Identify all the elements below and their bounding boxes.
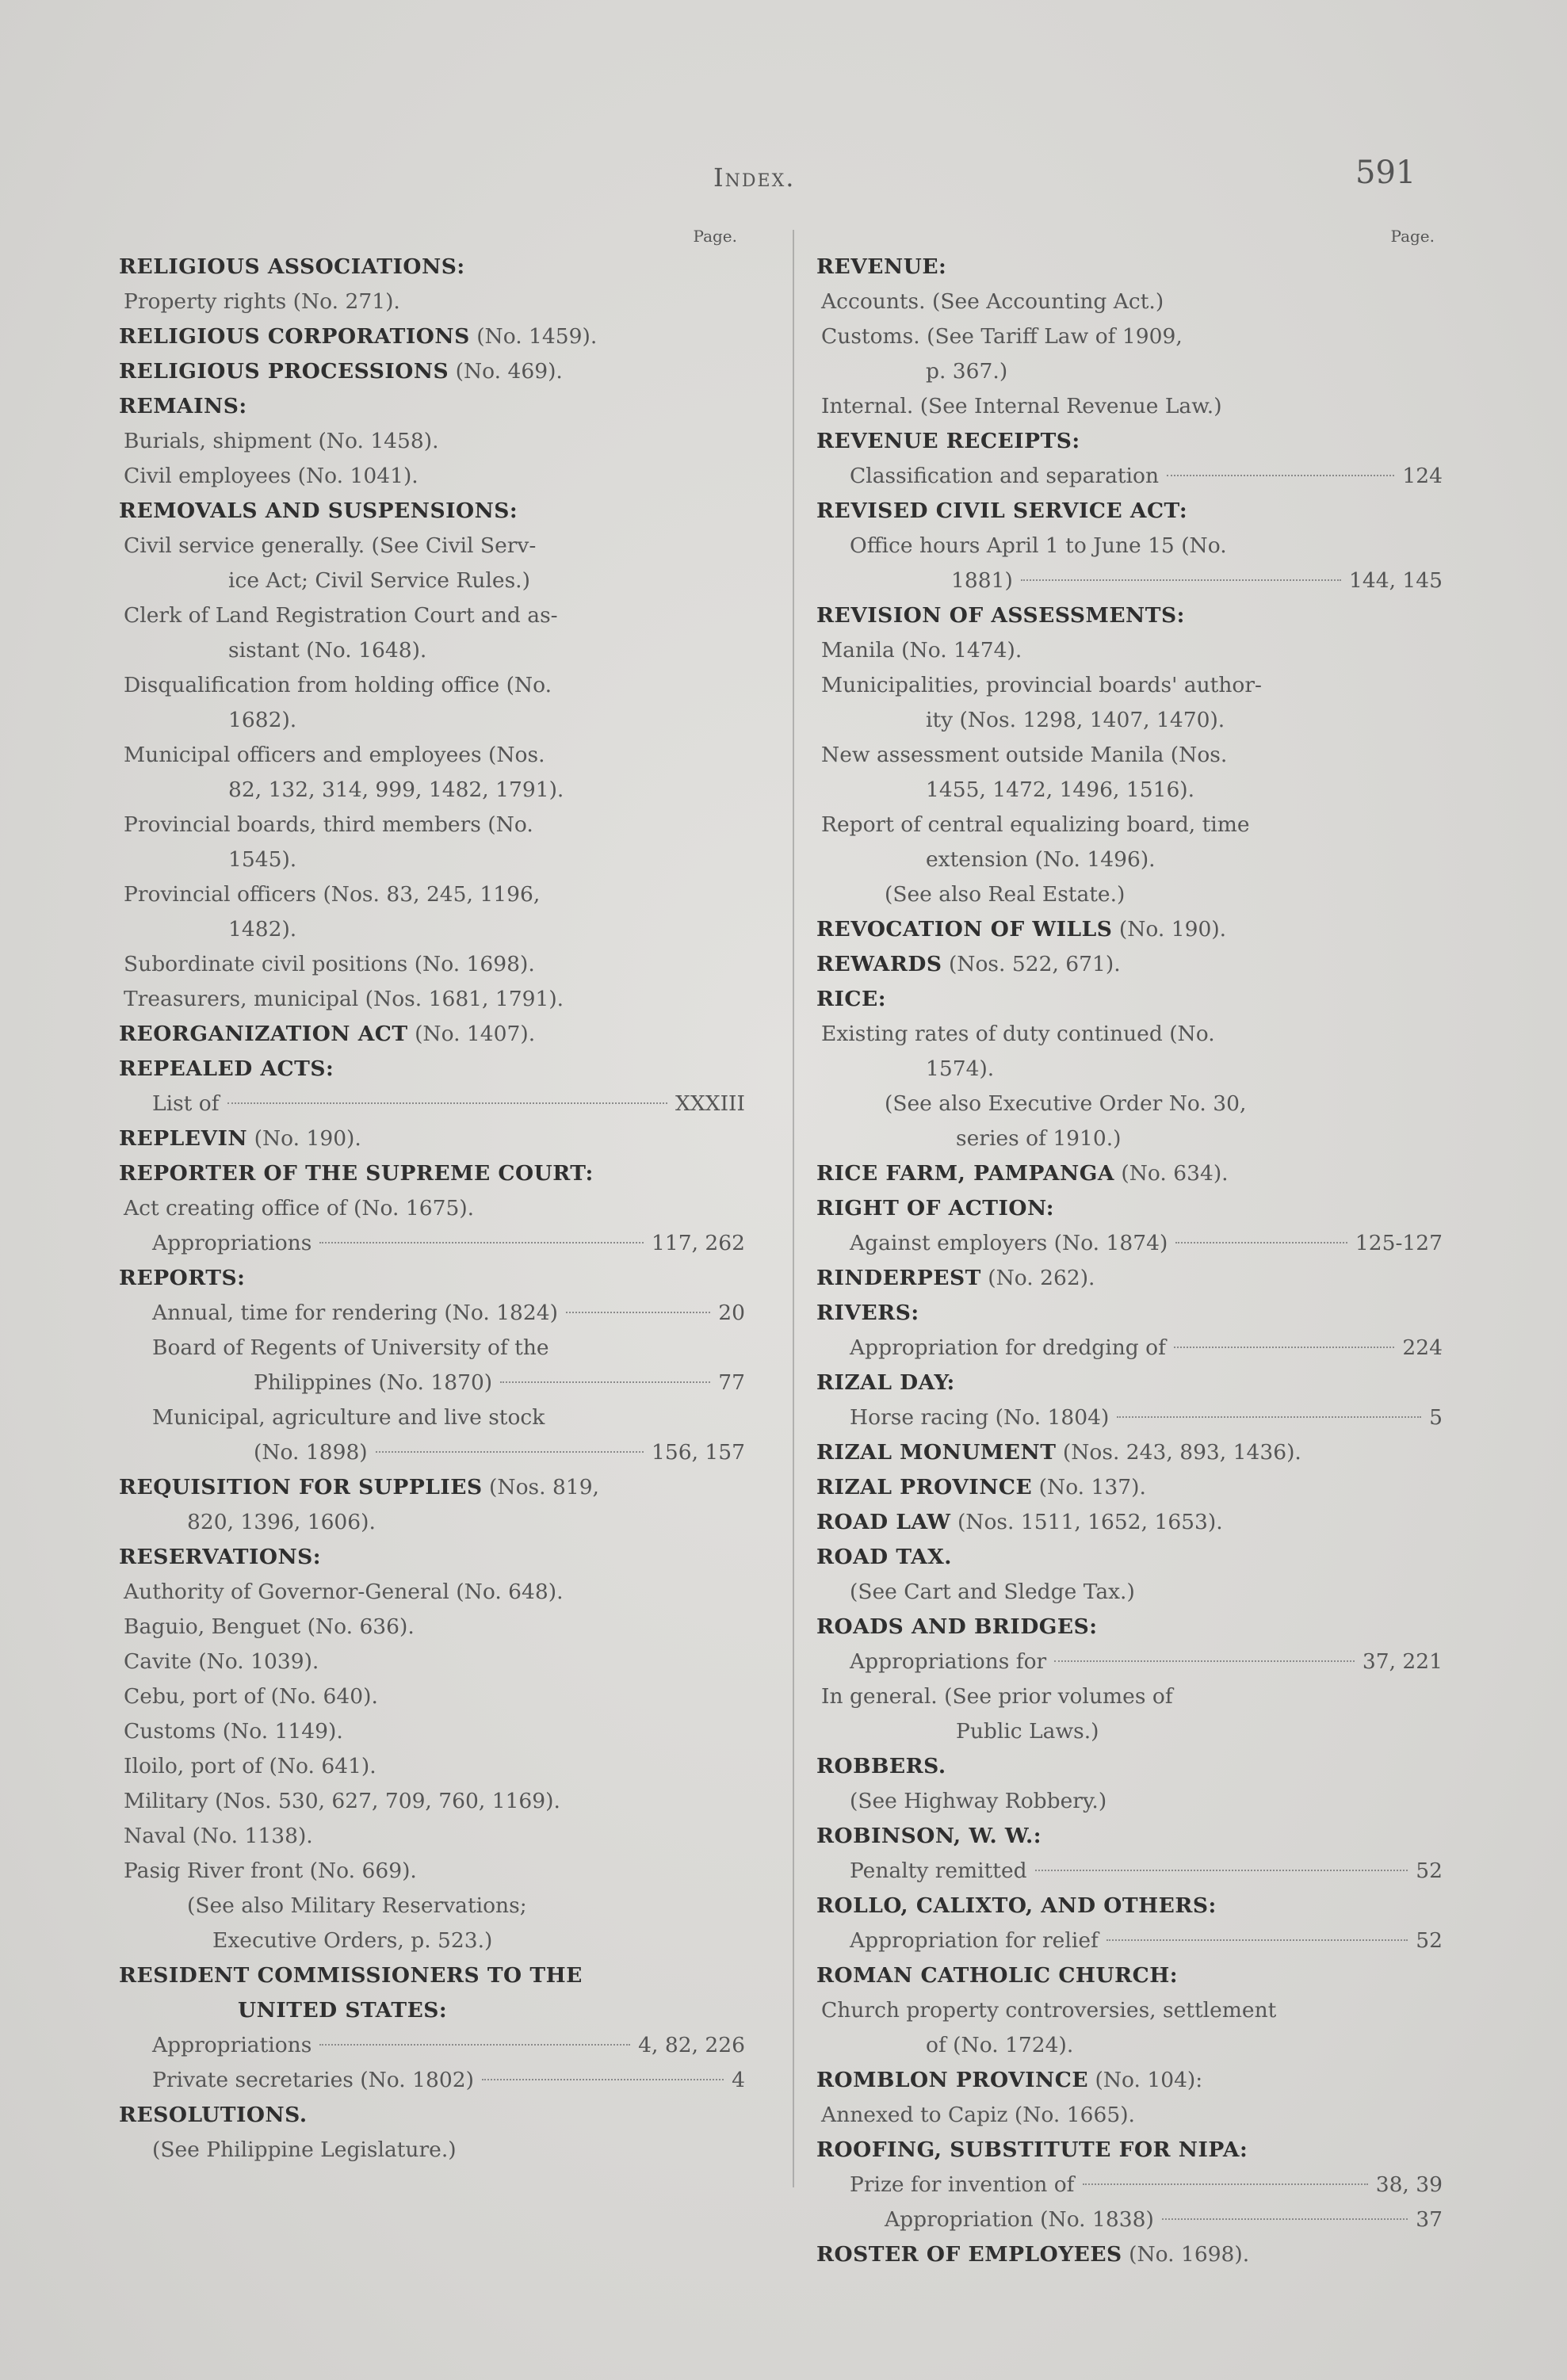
subentry-existing-rates: Existing rates of duty continued (No. 1574).: [821, 1022, 1215, 1081]
entry-road-law: ROAD LAW (Nos. 1511, 1652, 1653).: [816, 1510, 1223, 1534]
subentry-see-cart-tax: (See Cart and Sledge Tax.): [850, 1580, 1135, 1604]
subentry-revenue-customs: Customs. (See Tariff Law of 1909, p. 367.): [821, 324, 1183, 384]
subentry-manila: Manila (No. 1474).: [821, 638, 1022, 663]
entry-resolutions: RESOLUTIONS.: [119, 2103, 308, 2127]
entry-roads-bridges: ROADS AND BRIDGES:: [816, 1614, 1098, 1639]
entry-replevin: REPLEVIN (No. 190).: [119, 1126, 361, 1151]
entry-reports: REPORTS:: [119, 1266, 246, 1290]
subentry-roofing-appropriation: Appropriation (No. 1838) 37: [885, 2207, 1443, 2232]
entry-reporter: REPORTER OF THE SUPREME COURT:: [119, 1161, 594, 1186]
entry-revised-civil-service: REVISED CIVIL SERVICE ACT:: [816, 499, 1188, 523]
entry-robbers: ROBBERS.: [816, 1754, 946, 1778]
leader-dots: [1167, 475, 1394, 476]
subentry-church-property: Church property controversies, settlement of (No. 1724).: [821, 1998, 1277, 2057]
subentry-see-also-military: (See also Military Reservations; Executive Orders, p. 523.): [187, 1893, 527, 1953]
leader-dots: [1021, 579, 1341, 581]
subentry-board-of-regents: Board of Regents of University of the Philippines (No. 1870) 77: [152, 1335, 745, 1395]
subentry-prize-invention: Prize for invention of 38, 39: [850, 2172, 1443, 2197]
entry-rollo: ROLLO, CALIXTO, AND OTHERS:: [816, 1893, 1217, 1918]
entry-rizal-day: RIZAL DAY:: [816, 1370, 955, 1395]
leader-dots: [1054, 1660, 1355, 1662]
entry-rinderpest: RINDERPEST (No. 262).: [816, 1266, 1095, 1290]
subentry-against-employers: Against employers (No. 1874) 125-127: [850, 1231, 1443, 1255]
subentry-burials: Burials, shipment (No. 1458).: [124, 429, 439, 453]
leader-dots: [376, 1451, 644, 1453]
entry-revocation-of-wills: REVOCATION OF WILLS (No. 190).: [816, 917, 1227, 942]
subentry-military: Military (Nos. 530, 627, 709, 760, 1169).: [124, 1789, 560, 1813]
index-column-left: [119, 226, 745, 2168]
subentry-resident-appropriations: Appropriations 4, 82, 226: [152, 2033, 745, 2057]
subentry-subordinate: Subordinate civil positions (No. 1698).: [124, 952, 535, 976]
page-header: [0, 155, 1567, 202]
subentry-iloilo: Iloilo, port of (No. 641).: [124, 1754, 376, 1778]
entry-reorganization: REORGANIZATION ACT (No. 1407).: [119, 1022, 536, 1046]
index-column-right: [816, 226, 1443, 2272]
entry-romblon-province: ROMBLON PROVINCE (No. 104):: [816, 2068, 1203, 2092]
leader-dots: [227, 1102, 667, 1104]
subentry-cebu: Cebu, port of (No. 640).: [124, 1684, 378, 1709]
subentry-accounts: Accounts. (See Accounting Act.): [821, 289, 1164, 314]
leader-dots: [319, 2044, 630, 2046]
subentry-act-creating: Act creating office of (No. 1675).: [124, 1196, 475, 1221]
subentry-provincial-boards: Provincial boards, third members (No. 1545).: [124, 812, 533, 872]
leader-dots: [566, 1312, 710, 1313]
leader-dots: [1117, 1416, 1421, 1418]
entry-remains: REMAINS:: [119, 394, 247, 418]
subentry-civil-service: Civil service generally. (See Civil Serv- ice Act; Civil Service Rules.): [124, 533, 537, 593]
entry-rice: RICE:: [816, 987, 886, 1011]
entry-religious-processions: RELIGIOUS PROCESSIONS (No. 469).: [119, 359, 563, 384]
entry-rice-farm: RICE FARM, PAMPANGA (No. 634).: [816, 1161, 1229, 1186]
entry-religious-associations: RELIGIOUS ASSOCIATIONS:: [119, 254, 465, 279]
leader-dots: [1035, 1870, 1408, 1871]
leader-dots: [1174, 1347, 1394, 1348]
subentry-annexed-capiz: Annexed to Capiz (No. 1665).: [821, 2103, 1135, 2127]
entry-roofing: ROOFING, SUBSTITUTE FOR NIPA:: [816, 2137, 1248, 2162]
entry-rizal-monument: RIZAL MONUMENT (Nos. 243, 893, 1436).: [816, 1440, 1301, 1465]
entry-rizal-province: RIZAL PROVINCE (No. 137).: [816, 1475, 1146, 1499]
subentry-clerk: Clerk of Land Registration Court and as- sistant (No. 1648).: [124, 603, 558, 663]
subentry-report-central: Report of central equalizing board, time extension (No. 1496).: [821, 812, 1250, 872]
subentry-horse-racing: Horse racing (No. 1804) 5: [850, 1405, 1443, 1430]
entry-rivers: RIVERS:: [816, 1301, 919, 1325]
leader-dots: [1106, 1939, 1408, 1941]
leader-dots: [319, 1242, 644, 1243]
subentry-see-highway-robbery: (See Highway Robbery.): [850, 1789, 1107, 1813]
entry-removals: REMOVALS AND SUSPENSIONS:: [119, 499, 518, 523]
entry-resident-commissioners: RESIDENT COMMISSIONERS TO THE UNITED STATES:: [119, 1963, 583, 2023]
entry-revenue: REVENUE:: [816, 254, 947, 279]
subentry-in-general: In general. (See prior volumes of Public Laws.): [821, 1684, 1173, 1744]
leader-dots: [500, 1381, 710, 1383]
subentry-municipalities: Municipalities, provincial boards' author- ity (Nos. 1298, 1407, 1470).: [821, 673, 1262, 732]
subentry-office-hours: Office hours April 1 to June 15 (No. 1881) 144, 145: [850, 533, 1443, 593]
entry-road-tax: ROAD TAX.: [816, 1545, 952, 1569]
column-page-label-right: Page.: [1390, 227, 1435, 246]
subentry-cavite: Cavite (No. 1039).: [124, 1649, 319, 1674]
subentry-see-executive-order: (See also Executive Order No. 30, series of 1910.): [885, 1091, 1247, 1151]
subentry-authority: Authority of Governor-General (No. 648).: [124, 1580, 564, 1604]
entry-requisition: REQUISITION FOR SUPPLIES (Nos. 819, 820, 1396, 1606).: [119, 1475, 599, 1534]
subentry-municipal-agriculture: Municipal, agriculture and live stock (No. 1898) 156, 157: [152, 1405, 745, 1465]
entry-roster-of-employees: ROSTER OF EMPLOYEES (No. 1698).: [816, 2242, 1250, 2267]
subentry-municipal-officers: Municipal officers and employees (Nos. 82, 132, 314, 999, 1482, 1791).: [124, 743, 564, 802]
subentry-baguio: Baguio, Benguet (No. 636).: [124, 1614, 415, 1639]
subentry-reporter-appropriations: Appropriations 117, 262: [152, 1231, 745, 1255]
entry-repealed: REPEALED ACTS:: [119, 1056, 334, 1081]
subentry-penalty-remitted: Penalty remitted 52: [850, 1859, 1443, 1883]
entry-rewards: REWARDS (Nos. 522, 671).: [816, 952, 1121, 976]
subentry-dredging: Appropriation for dredging of 224: [850, 1335, 1443, 1360]
subentry-provincial-officers: Provincial officers (Nos. 83, 245, 1196, 1482).: [124, 882, 541, 942]
column-divider: [793, 230, 794, 2187]
entry-roman-catholic-church: ROMAN CATHOLIC CHURCH:: [816, 1963, 1179, 1988]
subentry-see-legislature: (See Philippine Legislature.): [152, 2137, 457, 2162]
subentry-relief: Appropriation for relief 52: [850, 1928, 1443, 1953]
subentry-roads-appropriations: Appropriations for 37, 221: [850, 1649, 1443, 1674]
subentry-classification: Classification and separation 124: [850, 464, 1443, 488]
entry-revision-of-assessments: REVISION OF ASSESSMENTS:: [816, 603, 1185, 628]
subentry-civil-employees: Civil employees (No. 1041).: [124, 464, 419, 488]
subentry-new-assessment: New assessment outside Manila (Nos. 1455, 1472, 1496, 1516).: [821, 743, 1228, 802]
entry-robinson: ROBINSON, W. W.:: [816, 1824, 1042, 1848]
leader-dots: [1175, 1242, 1347, 1243]
subentry-annual: Annual, time for rendering (No. 1824) 20: [152, 1301, 745, 1325]
subentry-private-secretaries: Private secretaries (No. 1802) 4: [152, 2068, 745, 2092]
leader-dots: [482, 2079, 724, 2080]
subentry-customs: Customs (No. 1149).: [124, 1719, 343, 1744]
entry-right-of-action: RIGHT OF ACTION:: [816, 1196, 1055, 1221]
subentry-list-of: List of XXXIII: [152, 1091, 745, 1116]
entry-religious-corporations: RELIGIOUS CORPORATIONS (No. 1459).: [119, 324, 598, 349]
subentry-disqualification: Disqualification from holding office (No. 1682).: [124, 673, 552, 732]
subentry-treasurers: Treasurers, municipal (Nos. 1681, 1791).: [124, 987, 564, 1011]
page-number: 591: [1355, 155, 1416, 191]
leader-dots: [1162, 2218, 1408, 2220]
entry-reservations: RESERVATIONS:: [119, 1545, 322, 1569]
column-page-label: Page.: [693, 227, 737, 246]
running-title: Index.: [713, 162, 796, 193]
leader-dots: [1083, 2183, 1368, 2185]
subentry-pasig: Pasig River front (No. 669).: [124, 1859, 417, 1883]
subentry-internal: Internal. (See Internal Revenue Law.): [821, 394, 1222, 418]
subentry-see-real-estate: (See also Real Estate.): [885, 882, 1126, 907]
entry-revenue-receipts: REVENUE RECEIPTS:: [816, 429, 1080, 453]
subentry-property-rights: Property rights (No. 271).: [124, 289, 400, 314]
subentry-naval: Naval (No. 1138).: [124, 1824, 313, 1848]
